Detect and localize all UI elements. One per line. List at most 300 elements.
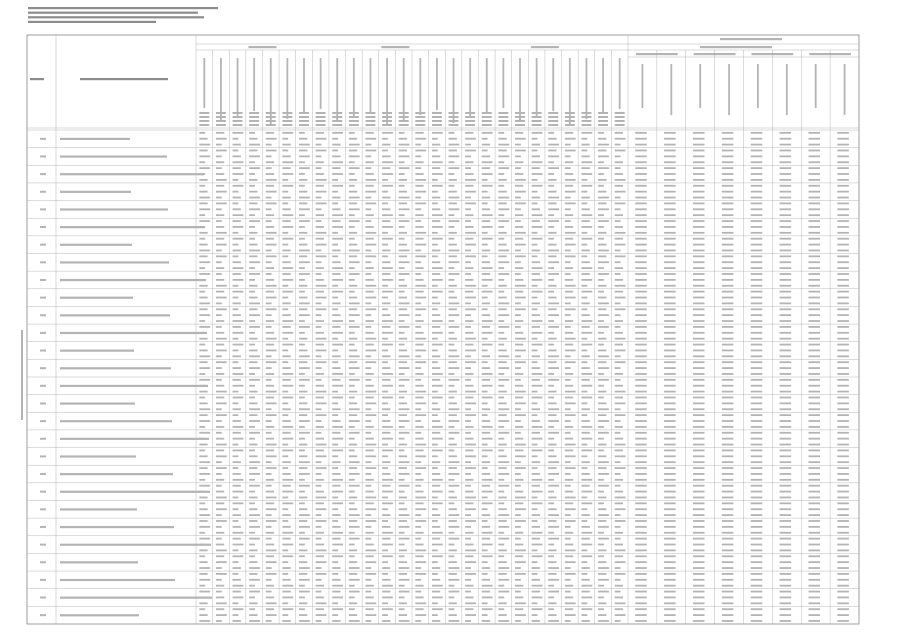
table-cell (751, 185, 763, 187)
table-cell (498, 355, 509, 357)
table-cell (216, 420, 222, 422)
table-cell (635, 314, 647, 316)
table-cell (664, 238, 676, 240)
table-cell (581, 608, 592, 610)
table-cell (515, 179, 526, 181)
table-cell (581, 538, 589, 540)
table-cell (216, 585, 224, 587)
table-cell (266, 491, 274, 493)
table-cell (615, 338, 626, 340)
table-cell (498, 438, 504, 440)
table-cell (266, 155, 272, 157)
table-cell (282, 320, 293, 322)
table-cell (199, 167, 210, 169)
table-cell (722, 138, 734, 140)
row-number (40, 191, 46, 193)
column-code (382, 112, 392, 114)
table-cell (199, 255, 207, 257)
table-cell (548, 414, 556, 416)
table-cell (465, 261, 471, 263)
table-cell (233, 226, 244, 228)
table-cell (266, 555, 274, 557)
table-cell (498, 332, 504, 334)
table-cell (282, 250, 290, 252)
table-cell (449, 585, 455, 587)
table-cell (349, 397, 355, 399)
table-cell (382, 255, 388, 257)
table-cell (515, 608, 523, 610)
column-heading (80, 78, 168, 80)
table-cell (581, 520, 587, 522)
table-cell (615, 232, 626, 234)
column-code (316, 124, 326, 126)
table-cell (449, 420, 460, 422)
table-cell (751, 150, 763, 152)
table-cell (693, 267, 705, 269)
table-cell (498, 379, 509, 381)
table-cell (780, 597, 792, 599)
table-cell (581, 267, 592, 269)
table-cell (808, 197, 820, 199)
table-cell (465, 567, 471, 569)
table-cell (332, 338, 338, 340)
table-cell (449, 308, 457, 310)
table-cell (482, 197, 490, 199)
table-cell (548, 497, 556, 499)
table-cell (780, 397, 792, 399)
column-code (415, 112, 425, 114)
table-cell (233, 232, 239, 234)
table-cell (515, 597, 523, 599)
table-cell (415, 155, 421, 157)
table-cell (332, 567, 340, 569)
table-cell (635, 573, 647, 575)
table-cell (598, 508, 606, 510)
table-cell (837, 308, 849, 310)
table-cell (199, 538, 210, 540)
table-cell (780, 391, 792, 393)
table-cell (316, 326, 322, 328)
column-code (482, 116, 492, 118)
table-cell (365, 314, 371, 316)
table-cell (693, 408, 705, 410)
table-cell (837, 250, 849, 252)
table-cell (780, 361, 792, 363)
table-cell (780, 179, 792, 181)
table-cell (415, 161, 423, 163)
table-cell (693, 138, 705, 140)
table-cell (548, 573, 556, 575)
table-cell (565, 232, 576, 234)
column-code (465, 116, 475, 118)
table-cell (216, 432, 222, 434)
table-cell (693, 132, 705, 134)
table-cell (498, 444, 506, 446)
table-cell (399, 279, 405, 281)
table-cell (382, 167, 390, 169)
table-cell (233, 549, 239, 551)
table-cell (399, 208, 410, 210)
table-cell (780, 226, 792, 228)
table-cell (432, 344, 443, 346)
table-cell (316, 579, 322, 581)
table-cell (808, 332, 820, 334)
table-cell (581, 467, 587, 469)
table-cell (299, 491, 305, 493)
table-cell (266, 291, 274, 293)
table-cell (722, 585, 734, 587)
table-cell (316, 544, 324, 546)
table-cell (432, 473, 440, 475)
table-cell (498, 279, 504, 281)
table-cell (316, 555, 324, 557)
column-code (465, 112, 475, 114)
table-cell (432, 438, 443, 440)
column-code (532, 120, 542, 122)
table-cell (548, 485, 559, 487)
table-cell (751, 555, 763, 557)
table-cell (808, 261, 820, 263)
table-cell (482, 314, 490, 316)
table-cell (482, 455, 488, 457)
table-cell (382, 420, 390, 422)
table-cell (635, 203, 647, 205)
table-cell (532, 414, 538, 416)
table-cell (635, 620, 647, 622)
table-cell (635, 508, 647, 510)
table-cell (299, 567, 310, 569)
table-cell (249, 255, 257, 257)
table-cell (449, 485, 460, 487)
table-cell (565, 579, 571, 581)
table-cell (199, 250, 210, 252)
table-cell (482, 579, 490, 581)
table-cell (722, 132, 734, 134)
table-cell (299, 238, 305, 240)
table-cell (316, 350, 327, 352)
table-cell (382, 326, 390, 328)
table-cell (780, 502, 792, 504)
table-cell (266, 161, 274, 163)
table-cell (664, 614, 676, 616)
column-heading (370, 58, 372, 112)
table-cell (482, 520, 488, 522)
table-cell (399, 185, 405, 187)
table-cell (399, 485, 410, 487)
table-cell (780, 385, 792, 387)
table-cell (532, 355, 540, 357)
table-cell (399, 273, 410, 275)
table-cell (282, 332, 293, 334)
table-cell (216, 250, 222, 252)
table-cell (216, 220, 222, 222)
table-cell (299, 532, 305, 534)
table-cell (449, 538, 460, 540)
table-cell (249, 514, 260, 516)
table-cell (722, 197, 734, 199)
table-cell (548, 614, 556, 616)
table-cell (615, 573, 626, 575)
column-code (432, 116, 442, 118)
table-cell (365, 220, 371, 222)
column-code (399, 124, 409, 126)
table-cell (233, 526, 241, 528)
table-cell (399, 573, 407, 575)
table-cell (498, 414, 506, 416)
table-cell (349, 414, 357, 416)
table-cell (808, 555, 820, 557)
table-cell (299, 273, 310, 275)
table-cell (399, 326, 410, 328)
table-cell (751, 291, 763, 293)
table-cell (532, 485, 540, 487)
table-cell (233, 608, 244, 610)
table-cell (316, 273, 322, 275)
table-cell (693, 555, 705, 557)
table-cell (249, 203, 257, 205)
table-cell (598, 167, 609, 169)
table-cell (598, 444, 606, 446)
table-cell (349, 344, 355, 346)
table-cell (515, 573, 526, 575)
table-cell (332, 532, 343, 534)
table-cell (199, 467, 207, 469)
table-cell (216, 255, 227, 257)
table-cell (432, 608, 443, 610)
table-cell (282, 526, 290, 528)
table-cell (664, 561, 676, 563)
table-cell (751, 455, 763, 457)
table-cell (548, 438, 554, 440)
table-cell (199, 402, 207, 404)
table-cell (548, 208, 559, 210)
table-cell (365, 402, 376, 404)
table-cell (432, 326, 440, 328)
table-cell (532, 608, 543, 610)
column-code (581, 120, 591, 122)
table-cell (399, 438, 405, 440)
table-cell (532, 502, 543, 504)
table-cell (316, 608, 324, 610)
table-cell (615, 132, 623, 134)
row-number (40, 597, 46, 599)
table-cell (693, 414, 705, 416)
table-cell (216, 267, 224, 269)
table-cell (266, 455, 277, 457)
table-cell (548, 355, 559, 357)
table-cell (664, 367, 676, 369)
table-cell (282, 326, 290, 328)
table-cell (581, 585, 592, 587)
table-cell (482, 549, 488, 551)
table-cell (722, 308, 734, 310)
table-cell (266, 397, 274, 399)
table-cell (332, 320, 343, 322)
table-cell (598, 467, 606, 469)
table-cell (216, 532, 224, 534)
table-cell (565, 479, 573, 481)
table-cell (299, 432, 310, 434)
table-cell (415, 238, 423, 240)
table-cell (316, 250, 322, 252)
table-cell (332, 344, 343, 346)
table-cell (233, 203, 239, 205)
table-cell (299, 297, 307, 299)
table-cell (432, 314, 440, 316)
table-cell (498, 132, 504, 134)
table-cell (565, 502, 573, 504)
table-cell (664, 432, 676, 434)
table-cell (349, 320, 355, 322)
table-cell (465, 479, 473, 481)
table-cell (581, 208, 589, 210)
table-cell (548, 261, 559, 263)
table-cell (432, 538, 440, 540)
column-code (615, 112, 625, 114)
table-cell (722, 402, 734, 404)
table-cell (332, 438, 343, 440)
table-cell (837, 332, 849, 334)
table-cell (693, 508, 705, 510)
table-cell (664, 602, 676, 604)
table-cell (399, 373, 405, 375)
table-cell (664, 608, 676, 610)
table-cell (449, 238, 455, 240)
table-cell (382, 561, 388, 563)
table-cell (266, 597, 274, 599)
table-cell (249, 185, 255, 187)
table-cell (722, 173, 734, 175)
table-cell (382, 526, 390, 528)
table-cell (515, 479, 523, 481)
row-number (40, 438, 46, 440)
table-cell (615, 273, 621, 275)
table-cell (249, 502, 255, 504)
table-cell (365, 514, 371, 516)
table-cell (399, 467, 407, 469)
table-cell (382, 132, 393, 134)
table-cell (382, 479, 393, 481)
table-cell (615, 185, 623, 187)
column-heading (699, 64, 701, 108)
column-code (233, 112, 243, 114)
table-cell (233, 579, 241, 581)
table-cell (693, 155, 705, 157)
table-cell (233, 208, 241, 210)
table-cell (808, 467, 820, 469)
table-cell (635, 614, 647, 616)
table-cell (548, 338, 556, 340)
table-cell (382, 573, 388, 575)
table-cell (399, 567, 410, 569)
table-cell (693, 402, 705, 404)
table-cell (532, 497, 538, 499)
table-cell (266, 561, 277, 563)
table-cell (615, 150, 626, 152)
row-number (40, 173, 46, 175)
table-cell (399, 444, 407, 446)
table-cell (249, 226, 255, 228)
table-cell (332, 132, 343, 134)
table-cell (780, 532, 792, 534)
table-cell (751, 397, 763, 399)
table-cell (548, 291, 554, 293)
table-cell (722, 179, 734, 181)
table-cell (837, 549, 849, 551)
table-cell (449, 544, 455, 546)
table-cell (780, 444, 792, 446)
table-cell (199, 355, 210, 357)
table-cell (282, 532, 293, 534)
table-cell (282, 185, 293, 187)
table-cell (233, 614, 239, 616)
table-cell (837, 526, 849, 528)
table-cell (722, 379, 734, 381)
table-cell (780, 197, 792, 199)
table-cell (465, 444, 476, 446)
table-cell (465, 220, 471, 222)
table-cell (808, 320, 820, 322)
table-cell (349, 250, 360, 252)
table-cell (751, 473, 763, 475)
table-cell (465, 314, 471, 316)
table-cell (432, 279, 443, 281)
table-cell (780, 185, 792, 187)
table-cell (581, 544, 592, 546)
table-cell (751, 226, 763, 228)
table-cell (449, 614, 457, 616)
table-cell (722, 461, 734, 463)
table-cell (449, 161, 455, 163)
table-cell (565, 320, 573, 322)
table-cell (299, 355, 310, 357)
table-cell (482, 161, 493, 163)
table-cell (266, 203, 277, 205)
row-label (60, 244, 132, 246)
table-cell (780, 555, 792, 557)
table-cell (299, 326, 310, 328)
table-cell (515, 549, 526, 551)
table-cell (751, 138, 763, 140)
table-cell (548, 467, 556, 469)
table-cell (664, 261, 676, 263)
table-cell (282, 438, 293, 440)
table-cell (382, 520, 388, 522)
table-cell (299, 597, 305, 599)
table-cell (664, 361, 676, 363)
table-cell (837, 314, 849, 316)
column-code (432, 120, 442, 122)
table-cell (216, 397, 224, 399)
table-cell (498, 191, 506, 193)
table-cell (693, 502, 705, 504)
table-cell (837, 579, 849, 581)
table-cell (415, 232, 426, 234)
table-cell (316, 291, 324, 293)
table-cell (722, 455, 734, 457)
table-cell (365, 450, 373, 452)
table-cell (365, 502, 373, 504)
table-cell (266, 385, 274, 387)
table-cell (449, 255, 457, 257)
table-cell (482, 261, 490, 263)
table-cell (249, 138, 257, 140)
column-code (515, 124, 525, 126)
table-cell (780, 244, 792, 246)
table-cell (432, 185, 443, 187)
table-cell (199, 502, 205, 504)
table-cell (635, 385, 647, 387)
